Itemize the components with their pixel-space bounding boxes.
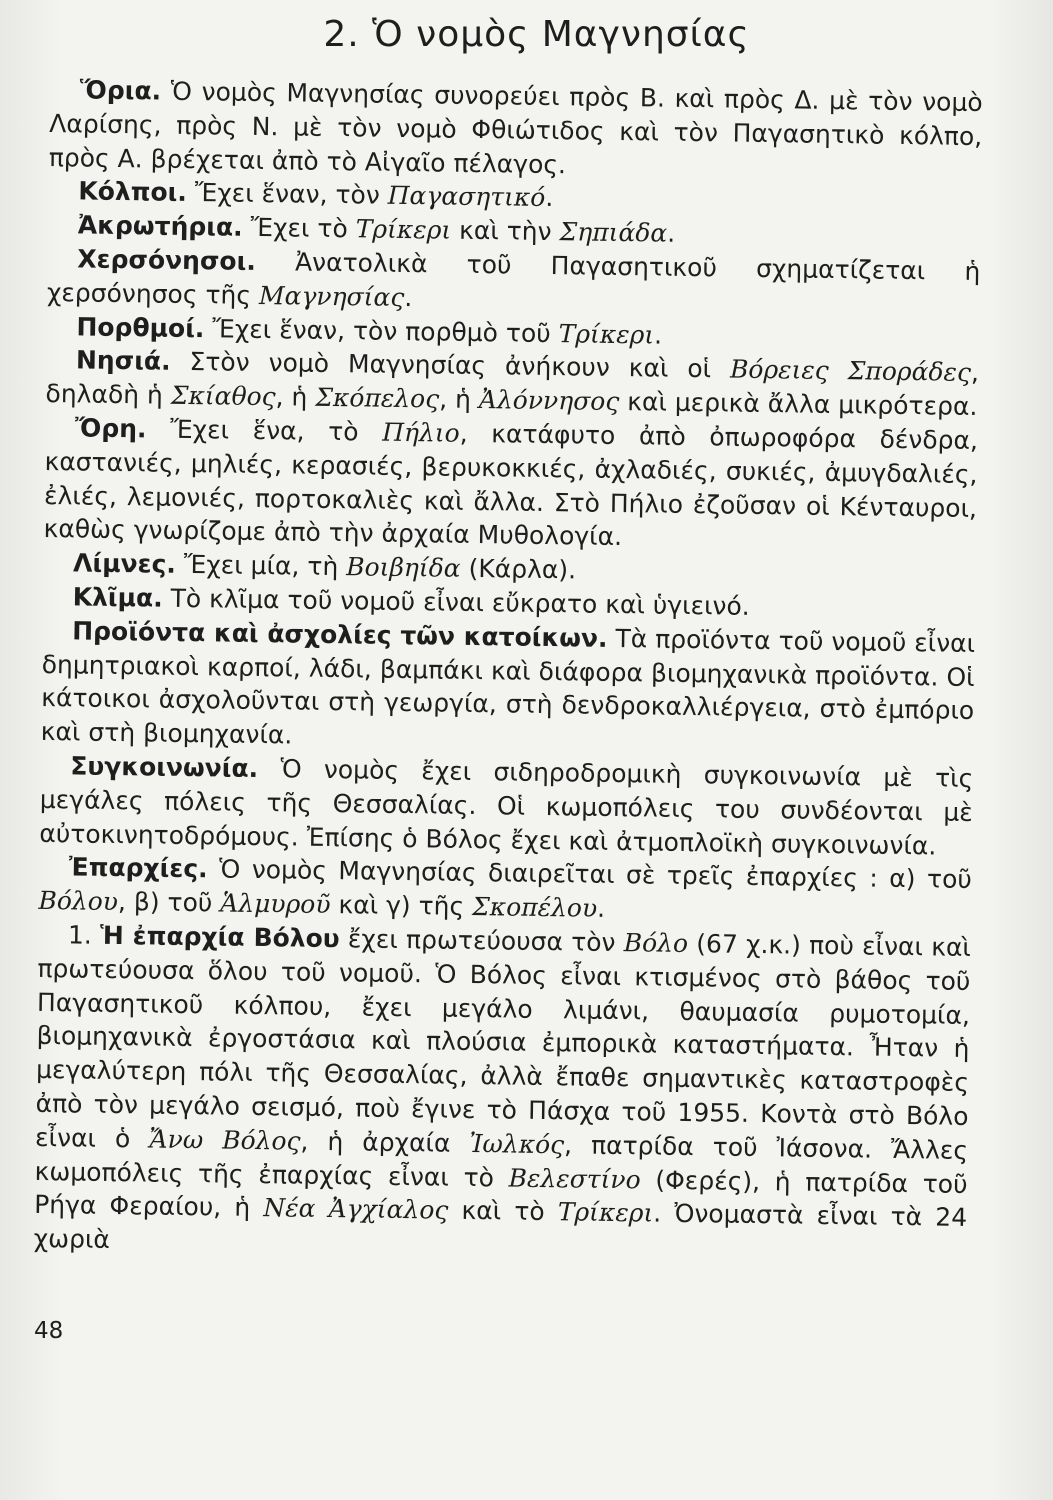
paragraph-provinces <box>38 850 972 931</box>
text: . <box>653 320 663 350</box>
heading-lakes: Λίμνες. <box>72 548 177 579</box>
paragraph-transport <box>39 749 973 863</box>
text: , πατρίδα τοῦ Ἰάσονα. Ἄλλες κωμοπόλεις τῆς ἐπαρχίας εἶναι τὸ <box>34 1129 969 1193</box>
italic-name: Ἰωλκός <box>469 1128 565 1159</box>
heading-boundaries: Ὅρια. <box>79 75 162 106</box>
text: Ἔχει ἕναν, τὸν πορθμὸ τοῦ <box>204 313 559 348</box>
heading-capes: Ἀκρωτήρια. <box>77 210 243 242</box>
heading-climate: Κλῖμα. <box>72 582 163 613</box>
text: Ὁ νομὸς Μαγνησίας διαιρεῖται σὲ τρεῖς ἐπαρχίες : α) τοῦ <box>207 854 973 895</box>
text: Ἀνατολικὰ τοῦ Παγασητικοῦ σχηματίζεται ἡ χερσόνησος τῆς <box>46 246 981 310</box>
paragraph-peninsulas <box>47 242 981 323</box>
heading-products: Προϊόντα καὶ ἀσχολίες τῶν κατοίκων. <box>72 616 608 653</box>
text: , ἡ <box>439 384 480 415</box>
text: ἔχει πρωτεύουσα τὸν <box>339 924 624 958</box>
italic-name: Τρίκερι <box>558 318 655 350</box>
text: καὶ μερικὰ ἄλλα μικρότερα. <box>619 387 978 422</box>
text: καὶ τὸ <box>448 1195 559 1227</box>
text: Τὰ προϊόντα τοῦ νομοῦ εἶναι δημητριακοὶ καρποί, λάδι, βαμπάκι καὶ διάφορα βιομηχανικὰ προϊόντα. Οἱ κάτοικοι ἀσχολοῦνται στὴ γεωργία, στὴ δενδροκαλλιέργεια, στὸ ἐμπόριο καὶ στὴ βιομηχανία. <box>40 623 976 750</box>
italic-name: Τρίκερι <box>557 1197 654 1228</box>
text: Τὸ κλῖμα τοῦ νομοῦ εἶναι εὔκρατο καὶ ὑγιεινό. <box>162 583 750 621</box>
paragraph-products <box>41 614 976 762</box>
text: καὶ γ) τῆς <box>330 890 473 922</box>
text: Ὁ νομὸς ἔχει σιδηροδρομικὴ συγκοινωνία μὲ τὶς μεγάλες πόλεις τῆς Θεσσαλίας. Οἱ κωμοπόλεις του συνδέονται μὲ αὐτοκινητοδρόμους. Ἐπίσης ὁ Βόλος ἔχει καὶ ἀτμοπλοϊκὴ συγκοινωνία. <box>39 753 974 860</box>
italic-name: Βόρειες Σποράδες <box>729 354 972 388</box>
italic-name: Παγασητικό <box>387 181 546 213</box>
italic-name: Σκόπελος <box>315 382 440 414</box>
italic-name: Βόλο <box>623 928 689 958</box>
heading-mountains: Ὄρη. <box>74 413 147 444</box>
page-number: 48 <box>34 1318 64 1344</box>
text: (Φερές), ἡ πατρίδα τοῦ Ρήγα Φεραίου, ἡ <box>33 1164 968 1223</box>
text: Ἔχει τὸ <box>242 212 356 244</box>
heading-provinces: Ἐπαρχίες. <box>68 852 208 884</box>
italic-name: Σηπιάδα <box>559 217 668 248</box>
text: , ἡ <box>275 382 316 412</box>
italic-name: Μαγνησίας <box>258 280 405 312</box>
text: Στὸν νομὸ Μαγνησίας ἀνήκουν καὶ οἱ <box>170 347 731 384</box>
heading-gulfs: Κόλποι. <box>78 176 188 208</box>
text: , κατάφυτο ἀπὸ ὀπωροφόρα δένδρα, καστανιές, μηλιές, κερασιές, βερυκοκκιές, ἀχλαδιές, συκιές, ἀμυγδαλιές, ἐλιές, λεμονιές, πορτοκαλιὲς καὶ ἄλλα. Στὸ Πήλιο ἐζοῦσαν οἱ Κένταυροι, καθὼς γνωρίζομε ἀπὸ τὴν ἀρχαία Μυθολογία. <box>43 418 979 552</box>
italic-name: Σκοπέλου <box>471 892 598 923</box>
paragraph-islands <box>45 343 979 424</box>
page-body <box>33 73 982 1269</box>
text: Ὁ νομὸς Μαγνησίας συνορεύει πρὸς Β. καὶ πρὸς Δ. μὲ τὸν νομὸ Λαρίσης, πρὸς Ν. μὲ τὸν νομὸ Φθιώτιδος καὶ τὸν Παγασητικὸ κόλπο, πρὸς Α. βρέχεται ἀπὸ τὸ Αἰγαῖο πέλαγος. <box>48 76 983 179</box>
text: , β) τοῦ <box>117 887 221 918</box>
italic-name: Σκίαθος <box>170 380 276 412</box>
italic-name: Πήλιο <box>382 417 460 448</box>
paragraph-boundaries <box>49 73 983 187</box>
italic-name: Νέα Ἀγχίαλος <box>263 1193 449 1225</box>
text: (Κάρλα). <box>460 553 577 585</box>
text: καὶ τὴν <box>450 215 560 247</box>
heading-islands: Νησιά. <box>75 345 171 377</box>
heading-straits: Πορθμοί. <box>76 311 205 343</box>
italic-name: Τρίκερι <box>355 214 452 245</box>
text: , δηλαδὴ ἡ <box>45 358 980 410</box>
text: , ἡ ἀρχαία <box>300 1126 470 1158</box>
list-number: 1. <box>67 920 101 950</box>
italic-name: Ἄνω Βόλος <box>149 1124 301 1156</box>
heading-volos-province: Ἡ ἐπαρχία Βόλου <box>99 920 340 954</box>
text: Ἔχει μία, τὴ <box>175 549 347 582</box>
page-title: 2. Ὁ νομὸς Μαγνησίας <box>323 14 750 55</box>
text: . <box>404 282 413 312</box>
paragraph-mountains <box>43 411 978 559</box>
heading-peninsulas: Χερσόνησοι. <box>77 244 257 276</box>
italic-name: Ἁλμυροῦ <box>220 888 331 920</box>
text: . <box>545 183 554 213</box>
heading-transport: Συγκοινωνία. <box>70 751 259 783</box>
text: . Ὀνομαστὰ εἶναι τὰ 24 χωριὰ <box>33 1198 968 1255</box>
italic-name: Βελεστίνο <box>508 1163 641 1194</box>
italic-name: Βόλου <box>38 886 119 917</box>
italic-name: Ἀλόννησος <box>478 385 620 417</box>
text: (67 χ.κ.) ποὺ εἶναι καὶ πρωτεύουσα ὅλου τοῦ νομοῦ. Ὁ Βόλος εἶναι κτισμένος στὸ βάθος τοῦ Παγασητικοῦ κόλπου, ἔχει μεγάλο λιμάνι, θαυμασία ρυμοτομία, βιομηχανικὰ ἐργοστάσια καὶ πλούσια ἐμπορικὰ καταστήματα. Ἦταν ἡ μεγαλύτερη πόλι τῆς Θεσσαλίας, ἀλλὰ ἔπαθε σημαντικὲς καταστροφὲς ἀπὸ τὸν μεγάλο σεισμό, ποὺ ἔγινε τὸ Πάσχα τοῦ 1955. Κοντὰ στὸ Βόλο εἶναι ὁ <box>34 928 972 1154</box>
text: Ἔχει ἕναν, τὸν <box>186 178 388 211</box>
text: Ἔχει ἕνα, τὸ <box>146 414 383 447</box>
paragraph-volos-province <box>33 918 971 1269</box>
text: . <box>667 218 676 248</box>
text: . <box>596 893 606 923</box>
italic-name: Βοιβηίδα <box>346 552 461 583</box>
